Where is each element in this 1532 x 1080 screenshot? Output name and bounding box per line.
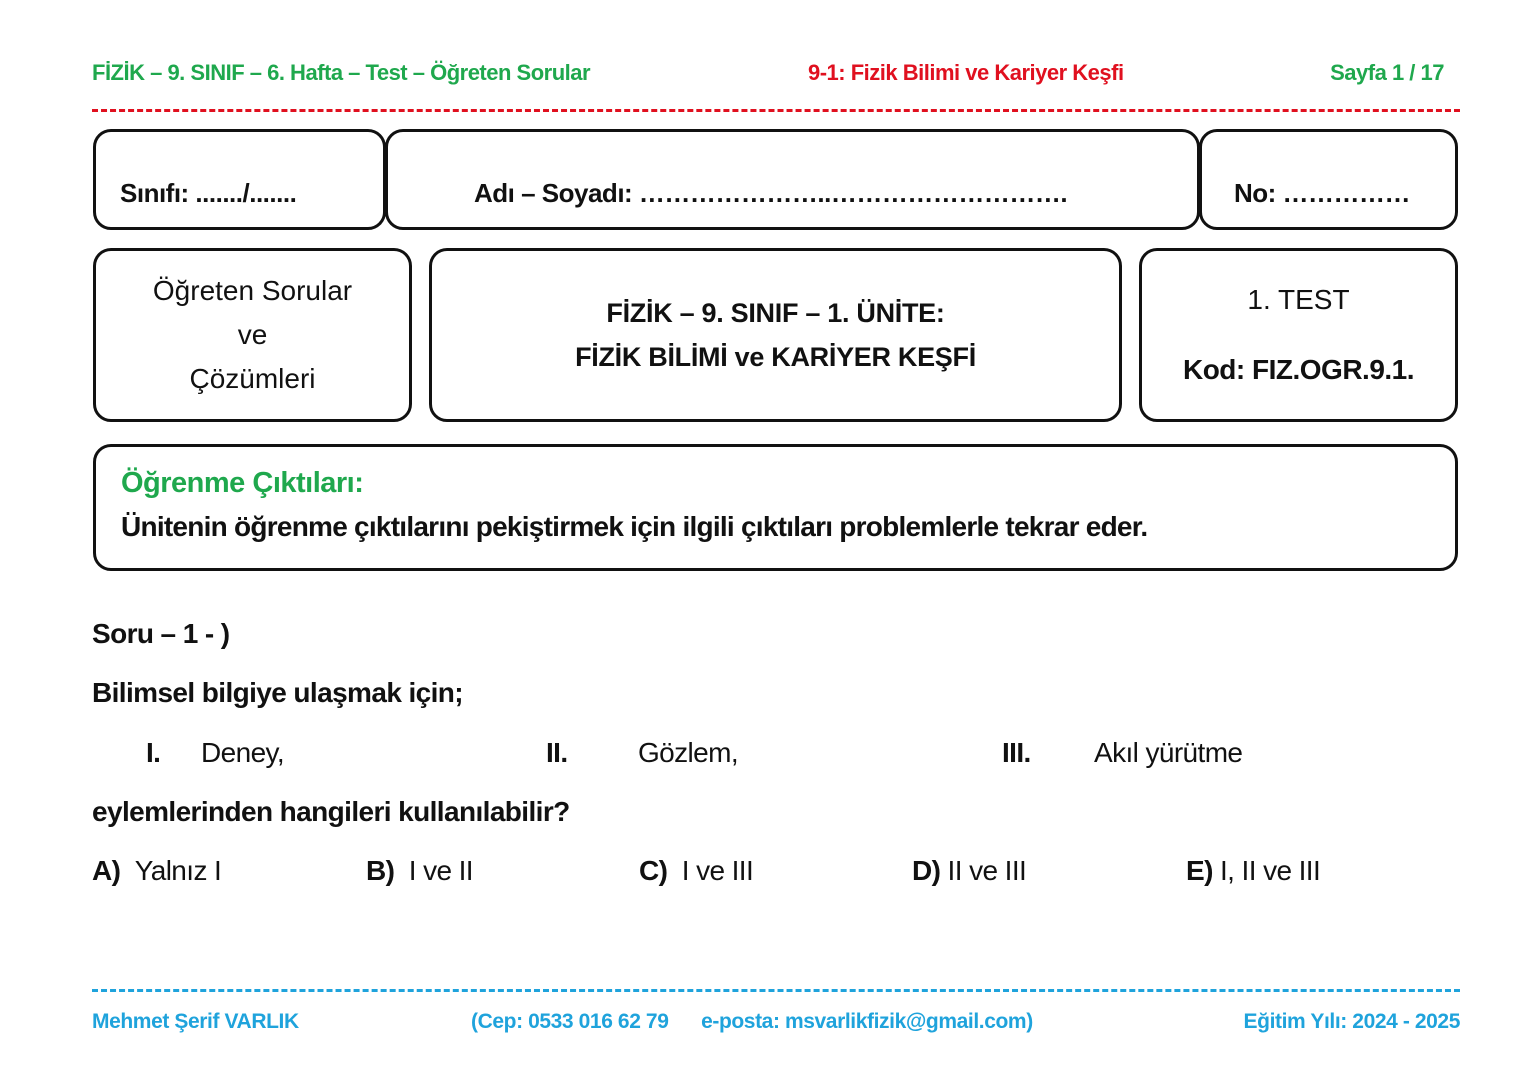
learning-outcomes-box <box>93 444 1458 571</box>
footer-divider <box>92 989 1460 992</box>
header-left-title: FİZİK – 9. SINIF – 6. Hafta – Test – Öğreten Sorular <box>92 60 591 85</box>
subtitle-line: Öğreten Sorular <box>152 275 353 306</box>
item-numeral: III. <box>1002 737 1031 768</box>
option-c[interactable] <box>639 855 753 887</box>
option-letter: A) <box>92 855 121 886</box>
option-text: II ve III <box>947 855 1027 886</box>
option-text: I ve III <box>681 855 754 886</box>
class-label: Sınıfı: ......./....... <box>120 178 297 208</box>
unit-title-line: FİZİK BİLİMİ ve KARİYER KEŞFİ <box>575 342 976 372</box>
unit-title-box <box>429 248 1122 422</box>
question-stem: Bilimsel bilgiye ulaşmak için; <box>92 677 464 708</box>
header-divider <box>92 109 1460 112</box>
item-text: Akıl yürütme <box>1094 737 1243 768</box>
item-text: Deney, <box>201 737 285 768</box>
test-code: Kod: FIZ.OGR.9.1. <box>1182 354 1415 385</box>
test-code-box <box>1139 248 1458 422</box>
option-letter: D) <box>912 855 941 886</box>
test-number: 1. TEST <box>1247 284 1350 315</box>
header-page-number: Sayfa 1 / 17 <box>1330 60 1444 85</box>
option-a[interactable] <box>92 855 221 887</box>
option-letter: C) <box>639 855 668 886</box>
option-text: I ve II <box>408 855 473 886</box>
option-e[interactable] <box>1186 855 1320 887</box>
outcomes-text: Ünitenin öğrenme çıktılarını pekiştirmek için ilgili çıktıları problemlerle tekrar eder. <box>121 511 1148 542</box>
number-box <box>1199 129 1458 230</box>
question-number: Soru – 1 - ) <box>92 618 230 649</box>
outcomes-title: Öğrenme Çıktıları: <box>121 467 364 499</box>
name-label: Adı – Soyadı: …………………..………………………. <box>474 178 1068 208</box>
name-box <box>385 129 1200 230</box>
number-label: No: …………… <box>1234 178 1411 208</box>
option-text: I, II ve III <box>1220 855 1321 886</box>
option-d[interactable] <box>912 855 1026 887</box>
option-b[interactable] <box>366 855 473 887</box>
subtitle-line: Çözümleri <box>189 363 316 394</box>
footer-author: Mehmet Şerif VARLIK <box>92 1010 299 1033</box>
question-prompt: eylemlerinden hangileri kullanılabilir? <box>92 796 570 827</box>
footer-contact: (Cep: 0533 016 62 79 e-posta: msvarlikfizik@gmail.com) <box>471 1010 1033 1033</box>
subtitle-line: ve <box>237 319 268 350</box>
subtitle-box <box>93 248 412 422</box>
unit-title-line: FİZİK – 9. SINIF – 1. ÜNİTE: <box>606 298 945 328</box>
item-numeral: I. <box>146 737 161 768</box>
item-text: Gözlem, <box>638 737 739 768</box>
option-letter: B) <box>366 855 395 886</box>
option-letter: E) <box>1186 855 1213 886</box>
item-numeral: II. <box>546 737 568 768</box>
header-topic: 9-1: Fizik Bilimi ve Kariyer Keşfi <box>808 60 1124 85</box>
option-text: Yalnız I <box>134 855 222 886</box>
footer-year: Eğitim Yılı: 2024 - 2025 <box>1243 1010 1460 1033</box>
class-box <box>93 129 386 230</box>
